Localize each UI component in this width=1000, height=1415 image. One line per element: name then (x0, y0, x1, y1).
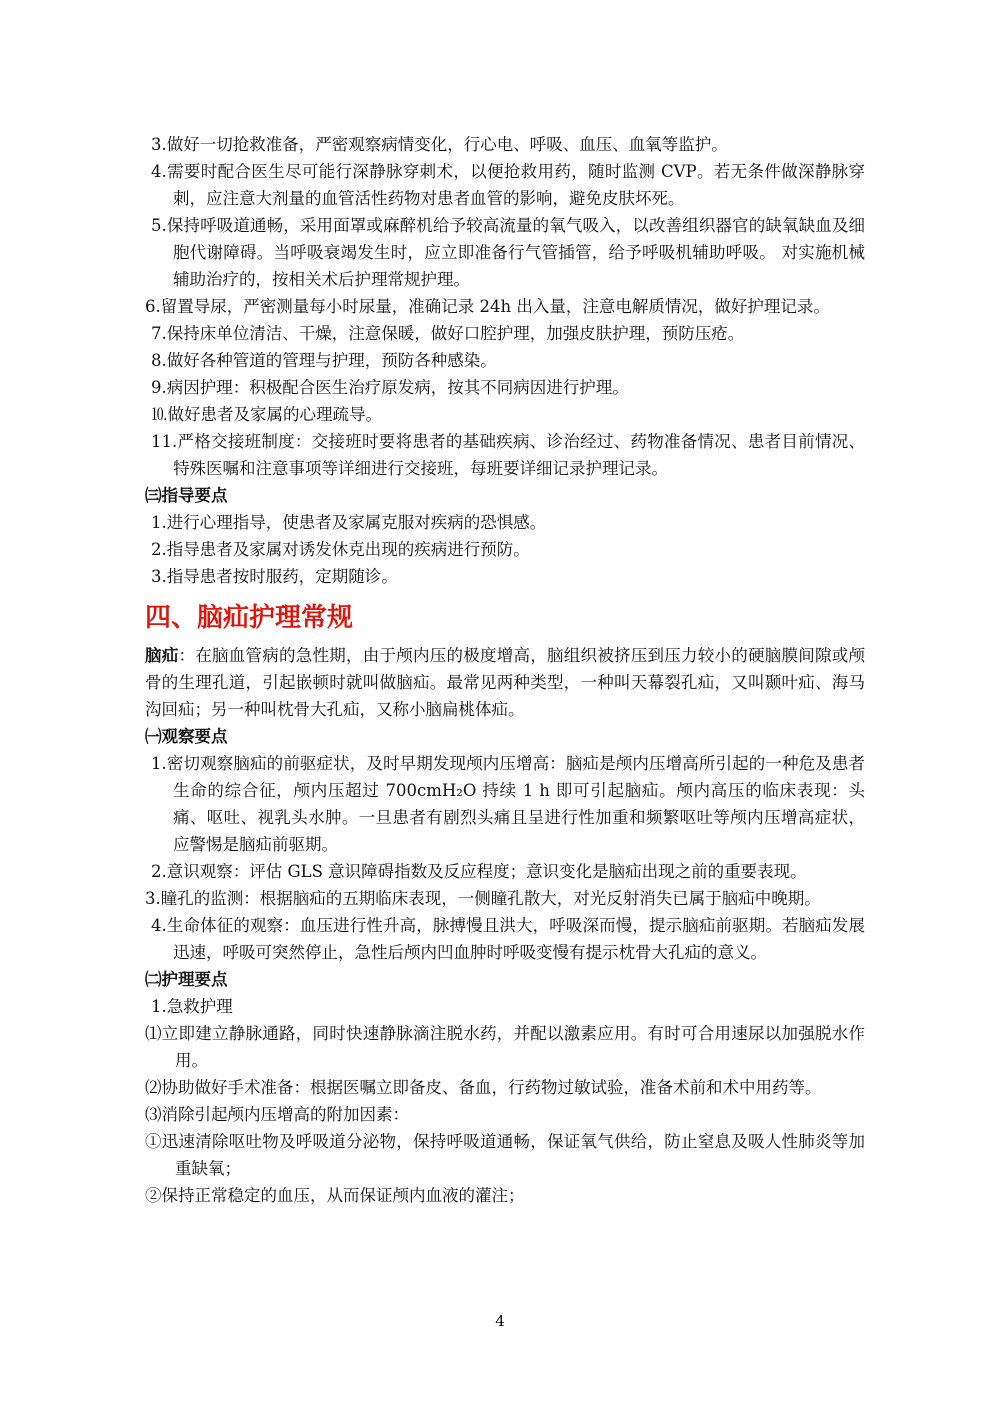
list-item: 1.进行心理指导，使患者及家属克服对疾病的恐惧感。 (151, 513, 547, 532)
care-subheading: 1.急救护理 (151, 997, 233, 1016)
guidance-heading: ㈢指导要点 (145, 486, 228, 505)
list-item: 2.意识观察：评估 GLS 意识障碍指数及反应程度；意识变化是脑疝出现之前的重要表现。 (151, 862, 807, 881)
observation-heading: ㈠观察要点 (145, 727, 228, 746)
care-section (145, 966, 865, 1209)
intro-text: ：在脑血管病的急性期，由于颅内压的极度增高，脑组织被挤压到压力较小的硬脑膜间隙或颅骨的生理孔道，引起嵌顿时就叫做脑疝。最常见两种类型，一种叫天幕裂孔疝，又叫颞叶疝、海马沟回疝；另一种叫枕骨大孔疝，又称小脑扁桃体疝。 (145, 646, 865, 719)
list-item: 4.需要时配合医生尽可能行深静脉穿刺术，以便抢救用药，随时监测 CVP。若无条件做深静脉穿刺，应注意大剂量的血管活性药物对患者血管的影响，避免皮肤坏死。 (151, 162, 865, 208)
section-intro (145, 642, 865, 723)
list-item: 4.生命体征的观察：血压进行性升高，脉搏慢且洪大，呼吸深而慢，提示脑疝前驱期。若脑疝发展迅速，呼吸可突然停止，急性后颅内凹血肿时呼吸变慢有提示枕骨大孔疝的意义。 (151, 916, 865, 962)
list-item: 3.做好一切抢救准备，严密观察病情变化，行心电、呼吸、血压、血氧等监护。 (151, 135, 728, 154)
list-item: ⑴立即建立静脉通路，同时快速静脉滴注脱水药，并配以激素应用。有时可合用速尿以加强脱水作用。 (145, 1024, 865, 1070)
care-heading: ㈡护理要点 (145, 970, 228, 989)
nursing-list (145, 131, 865, 482)
section-title: 四、脑疝护理常规 (145, 603, 354, 633)
list-item: 11.严格交接班制度：交接班时要将患者的基础疾病、诊治经过、药物准备情况、患者目前情况、特殊医嘱和注意事项等详细进行交接班，每班要详细记录护理记录。 (151, 432, 865, 478)
list-item: 7.保持床单位清洁、干燥，注意保暖，做好口腔护理，加强皮肤护理，预防压疮。 (151, 324, 745, 343)
list-item: 5.保持呼吸道通畅，采用面罩或麻醉机给予较高流量的氧气吸入，以改善组织器官的缺氧缺血及细胞代谢障碍。当呼吸衰竭发生时，应立即准备行气管插管，给予呼吸机辅助呼吸。 对实施机械辅助治疗的，按相关术后护理常规护理。 (151, 216, 865, 289)
guidance-section (145, 482, 865, 590)
list-item: 2.指导患者及家属对诱发休克出现的疾病进行预防。 (151, 540, 530, 559)
list-item: ⑵协助做好手术准备：根据医嘱立即备皮、备血，行药物过敏试验，准备术前和术中用药等。 (145, 1078, 822, 1097)
list-item: 3.指导患者按时服药，定期随诊。 (151, 567, 398, 586)
intro-term: 脑疝 (145, 646, 179, 665)
list-item: ⒑做好患者及家属的心理疏导。 (151, 405, 382, 424)
list-item: ⑶消除引起颅内压增高的附加因素： (145, 1105, 409, 1124)
page-content (145, 131, 865, 1209)
list-item: 9.病因护理：积极配合医生治疗原发病，按其不同病因进行护理。 (151, 378, 629, 397)
list-item: 6.留置导尿，严密测量每小时尿量，准确记录 24h 出入量，注意电解质情况，做好护理记录。 (145, 297, 830, 316)
list-item: ①迅速清除呕吐物及呼吸道分泌物，保持呼吸道通畅，保证氧气供给，防止窒息及吸人性肺炎等加重缺氧； (145, 1132, 865, 1178)
observation-section (145, 723, 865, 966)
list-item: 3.瞳孔的监测：根据脑疝的五期临床表现，一侧瞳孔散大，对光反射消失已属于脑疝中晚期。 (145, 889, 821, 908)
list-item: 1.密切观察脑疝的前驱症状，及时早期发现颅内压增高：脑疝是颅内压增高所引起的一种危及患者生命的综合征，颅内压超过 700cmH₂O 持续 1 h 即可引起脑疝。颅内高压的临床表现：头痛、呕吐、视乳头水肿。一旦患者有剧烈头痛且呈进行性加重和频繁呕吐等颅内压增高症状，应警惕是脑疝前驱期。 (151, 754, 865, 854)
list-item: 8.做好各种管道的管理与护理，预防各种感染。 (151, 351, 497, 370)
list-item: ②保持正常稳定的血压，从而保证颅内血液的灌注； (145, 1186, 525, 1205)
page-number: 4 (495, 1312, 505, 1330)
